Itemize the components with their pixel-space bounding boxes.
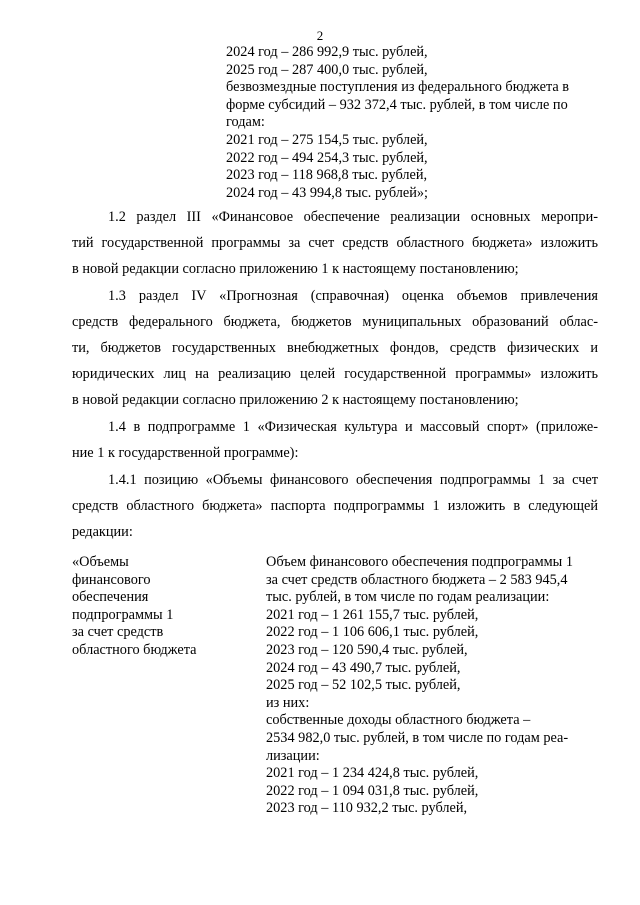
paragraph-line: в новой редакции согласно приложению 1 к настоящему постановлению; xyxy=(72,261,519,277)
table-right-line: из них: xyxy=(266,694,310,711)
paragraph-line: средств федерального бюджета, бюджетов муниципальных образований облас- xyxy=(72,314,598,330)
funding-continuation-block xyxy=(226,44,569,202)
paragraph-line: средств областного бюджета» паспорта подпрограммы 1 изложить в следующей xyxy=(72,498,598,514)
table-right-line: 2534 982,0 тыс. рублей, в том числе по годам реа- xyxy=(266,729,569,746)
table-right-line: 2022 год – 1 094 031,8 тыс. рублей, xyxy=(266,782,479,799)
text-line: 2025 год – 287 400,0 тыс. рублей, xyxy=(226,61,428,78)
table-right-line: 2024 год – 43 490,7 тыс. рублей, xyxy=(266,659,461,676)
text-line: 2024 год – 43 994,8 тыс. рублей»; xyxy=(226,184,429,201)
table-right-line: тыс. рублей, в том числе по годам реализации: xyxy=(266,589,550,606)
table-left-line: финансового xyxy=(72,571,151,588)
table-left-line: обеспечения xyxy=(72,589,149,606)
table-right-line: 2021 год – 1 234 424,8 тыс. рублей, xyxy=(266,765,479,782)
table-left-line: подпрограммы 1 xyxy=(72,606,174,623)
paragraph-line: 1.4 в подпрограмме 1 «Физическая культура и массовый спорт» (приложе- xyxy=(108,419,598,435)
table-left-line: «Объемы xyxy=(72,554,129,570)
table-left-line: за счет средств xyxy=(72,624,164,641)
page-number: 2 xyxy=(316,28,324,43)
table-left-column xyxy=(72,554,196,660)
table-right-line: 2025 год – 52 102,5 тыс. рублей, xyxy=(266,677,461,694)
paragraph-1-4-1 xyxy=(72,467,598,545)
text-line: 2023 год – 118 968,8 тыс. рублей, xyxy=(226,167,428,184)
text-line: 2024 год – 286 992,9 тыс. рублей, xyxy=(226,44,428,60)
table-right-column xyxy=(266,554,573,818)
paragraph-1-4 xyxy=(72,414,598,466)
paragraph-line: 1.3 раздел IV «Прогнозная (справочная) оценка объемов привлечения xyxy=(108,288,598,304)
table-right-line: 2023 год – 110 932,2 тыс. рублей, xyxy=(266,800,468,817)
text-line: 2021 год – 275 154,5 тыс. рублей, xyxy=(226,131,428,148)
paragraph-line: редакции: xyxy=(72,524,133,540)
paragraph-1-3 xyxy=(72,283,598,413)
text-line: форме субсидий – 932 372,4 тыс. рублей, в том числе по xyxy=(226,96,568,113)
text-line: годам: xyxy=(226,114,265,131)
table-right-line: Объем финансового обеспечения подпрограммы 1 xyxy=(266,554,573,570)
paragraph-line: ти, бюджетов государственных внебюджетных фондов, средств физических и xyxy=(72,340,598,356)
table-left-line: областного бюджета xyxy=(72,641,197,658)
table-right-line: 2022 год – 1 106 606,1 тыс. рублей, xyxy=(266,624,479,641)
table-right-line: 2021 год – 1 261 155,7 тыс. рублей, xyxy=(266,606,479,623)
paragraph-line: юридических лиц на реализацию целей государственной программы» изложить xyxy=(72,366,598,382)
paragraph-line: 1.4.1 позицию «Объемы финансового обеспечения подпрограммы 1 за счет xyxy=(108,472,598,488)
text-line: 2022 год – 494 254,3 тыс. рублей, xyxy=(226,149,428,166)
table-right-line: 2023 год – 120 590,4 тыс. рублей, xyxy=(266,641,468,658)
table-right-line: собственные доходы областного бюджета – xyxy=(266,712,531,729)
paragraph-1-2 xyxy=(72,204,598,282)
paragraph-line: тий государственной программы за счет средств областного бюджета» изложить xyxy=(72,235,598,251)
paragraph-line: 1.2 раздел III «Финансовое обеспечение реализации основных меропри- xyxy=(108,209,598,225)
text-line: безвозмездные поступления из федерального бюджета в xyxy=(226,79,570,96)
paragraph-line: в новой редакции согласно приложению 2 к настоящему постановлению; xyxy=(72,392,519,408)
table-right-line: лизации: xyxy=(266,747,320,764)
table-right-line: за счет средств областного бюджета – 2 583 945,4 xyxy=(266,571,568,588)
paragraph-line: ние 1 к государственной программе): xyxy=(72,445,299,461)
